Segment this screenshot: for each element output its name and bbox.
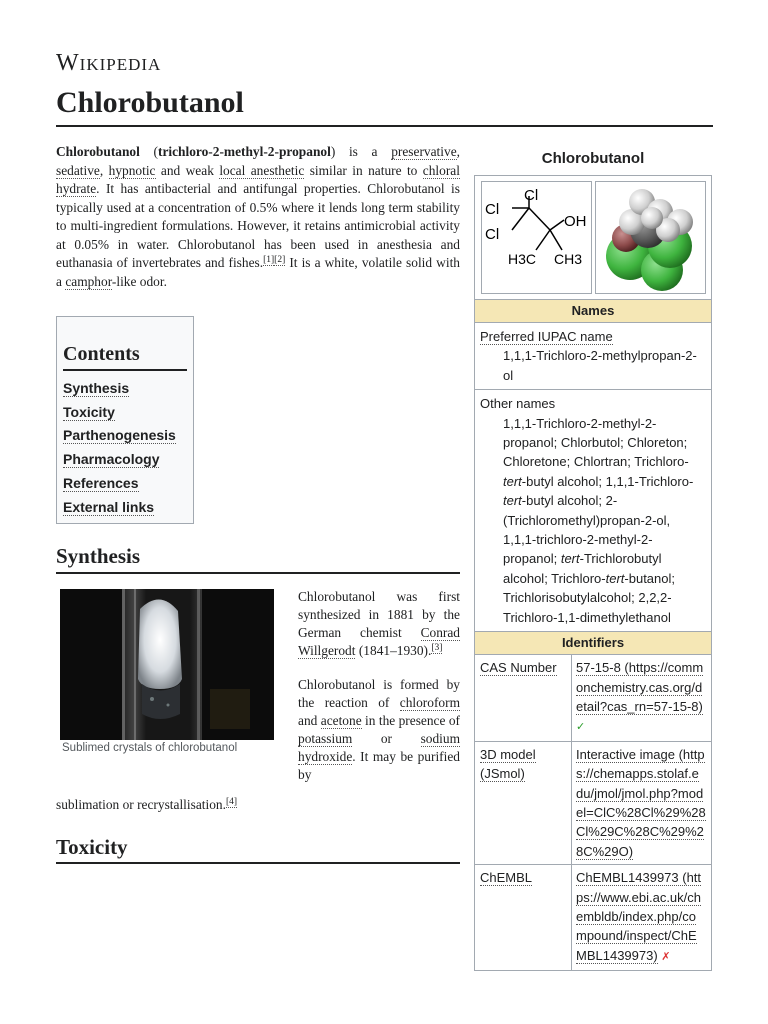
atom-label-h3c: H3C <box>508 251 537 267</box>
iupac-name-block <box>475 323 711 390</box>
other-names-run: -butyl alcohol; 1,1,1-Trichloro- <box>521 473 694 489</box>
chembl-label[interactable]: ChEMBL <box>480 870 533 886</box>
toc-divider <box>63 369 187 371</box>
section-divider <box>56 572 460 574</box>
space-filling-model <box>596 182 705 293</box>
toc-title: Contents <box>63 343 140 365</box>
photo-caption: Sublimed crystals of chlorobutanol <box>62 742 238 754</box>
skeletal-structure-image[interactable] <box>481 181 592 294</box>
table-of-contents <box>56 316 194 524</box>
ref-2[interactable]: [2] <box>274 254 286 265</box>
toc-item-parthenogenesis[interactable]: Parthenogenesis <box>63 427 176 444</box>
space-filling-model-image[interactable] <box>595 181 706 294</box>
link-potassium[interactable]: potassium <box>298 731 353 746</box>
cas-number-link[interactable]: 57-15-8 (https://commonchemistry.cas.org/detail?cas_rn=57-15-8) <box>576 660 704 714</box>
chembl-link[interactable]: ChEMBL1439973 (https://www.ebi.ac.uk/chembldb/index.php/compound/inspect/ChEMBL1439973) <box>576 870 702 963</box>
synthesis-text <box>298 588 460 784</box>
other-names-label: Other names <box>480 396 556 412</box>
link-chloral-hydrate[interactable]: chloral hydrate <box>56 162 460 196</box>
toc-item-references[interactable]: References <box>63 474 139 491</box>
synthesis-text-run: (1841–1930). <box>358 643 432 658</box>
lead-text: It is a white, volatile solid with a <box>56 255 460 289</box>
other-names-block <box>475 390 711 632</box>
link-sodium-hydroxide[interactable]: sodium hydroxide <box>298 731 460 764</box>
other-names-run: -butyl alcohol; 2-(Trichloromethyl)propan-2-ol, 1,1,1-trichloro-2-methyl-2-propanol; <box>503 493 671 567</box>
link-chloroform[interactable]: chloroform <box>399 695 460 710</box>
link-preservative[interactable]: preservative <box>391 144 457 159</box>
cas-number-label[interactable]: CAS Number <box>480 660 557 676</box>
other-names-run: -butanol; Trichlorisobutylalcohol; 2,2,2-Trichloro-1,1-dimethylethanol <box>503 570 675 625</box>
infobox-images <box>475 176 711 300</box>
synthesis-text-run: Chlorobutanol was first synthesized in 1881 by the German chemist <box>298 589 460 640</box>
infobox-title: Chlorobutanol <box>541 150 645 167</box>
other-names-value <box>480 414 706 627</box>
link-acetone[interactable]: acetone <box>320 713 362 728</box>
verified-check-icon: ✓ <box>576 721 586 734</box>
unverified-x-icon: ✗ <box>661 950 671 963</box>
infobox-section-identifiers: Identifiers <box>475 632 711 655</box>
atom-label-cl: Cl <box>485 201 500 218</box>
infobox-section-names: Names <box>475 300 711 323</box>
toc-item-pharmacology[interactable]: Pharmacology <box>63 451 160 468</box>
other-names-run: tert <box>503 473 522 489</box>
link-sedative[interactable]: sedative <box>56 162 100 178</box>
link-camphor[interactable]: camphor <box>65 273 112 289</box>
lead-name: Chlorobutanol <box>56 144 140 159</box>
synthesis-text-run: in the presence of <box>365 713 460 728</box>
lead-text: -like odor. <box>111 273 167 289</box>
section-heading-synthesis: Synthesis <box>56 544 141 568</box>
section-heading-toxicity: Toxicity <box>56 835 128 859</box>
wikipedia-logo[interactable] <box>56 50 161 77</box>
chembl-row <box>475 865 711 970</box>
skeletal-structure <box>482 182 591 293</box>
jsmol-link[interactable]: Interactive image (https://chemapps.stolaf.edu/jmol/jmol.php?model=ClC%28Cl%29%28Cl%29C%28C%29%28C%29O) <box>576 746 706 859</box>
infobox <box>474 175 712 971</box>
other-names-run: tert <box>560 551 580 567</box>
synthesis-text-run: . It may be purified by <box>298 749 460 782</box>
ref-4[interactable]: [4] <box>225 796 238 807</box>
iupac-name-label[interactable]: Preferred IUPAC name <box>480 329 613 344</box>
synthesis-text-run: or <box>380 731 393 746</box>
synthesis-paragraph-1 <box>298 588 460 660</box>
other-names-run: -Trichlorobutyl alcohol; Trichloro- <box>503 551 662 586</box>
link-conrad-willgerodt[interactable]: Conrad Willgerodt <box>298 625 460 658</box>
logo-text: Wikipedia <box>56 50 162 76</box>
synthesis-text-run: Chlorobutanol is formed by the reaction of <box>298 677 460 710</box>
ref-3[interactable]: [3] <box>431 642 443 653</box>
other-names-run: tert <box>605 570 625 586</box>
lead-systematic-name: trichloro-2-methyl-2-propanol <box>157 144 331 159</box>
lead-text: and weak <box>160 162 214 178</box>
link-local-anesthetic[interactable]: local anesthetic <box>219 162 305 178</box>
ref-1[interactable]: [1] <box>263 254 275 265</box>
iupac-name-value: 1,1,1-Trichloro-2-methylpropan-2-ol <box>503 348 697 383</box>
cas-number-row <box>475 655 711 742</box>
toc-item-external-links[interactable]: External links <box>63 498 155 515</box>
page-title: Chlorobutanol <box>56 86 244 119</box>
synthesis-tail <box>56 797 237 813</box>
title-divider <box>56 125 713 127</box>
other-names-run: 1,1,1-Trichloro-2-methyl-2-propanol; Chlorbutol; Chloreton; Chloretone; Chlortran; Trichloro- <box>503 415 689 470</box>
jsmol-row <box>475 742 711 865</box>
atom-label-oh: OH <box>564 213 587 230</box>
toc-item-synthesis[interactable]: Synthesis <box>63 380 130 396</box>
jsmol-label[interactable]: 3D model (JSmol) <box>480 746 536 782</box>
atom-label-cl: Cl <box>524 187 539 204</box>
lead-text: similar in nature to <box>309 162 418 178</box>
synthesis-text-run: and <box>298 713 318 728</box>
link-hypnotic[interactable]: hypnotic <box>108 162 156 178</box>
lead-paragraph: Chlorobutanol (trichloro-2-methyl-2-propanol) is a preservative, sedative, hypnotic and weak local anesthetic similar in nature to chloral hydrate. It has antibacterial and antifungal properties. Chlorobutanol is typically used at a concentration of 0.5% where it lends long term stability to multi-ingredient formulations. However, it retains antimicrobial activity at 0.05% in water. Chlorobutanol has been used in anesthesia and euthanasia of invertebrates and fishes.[1][2] It is a white, volatile solid with a camphor-like odor. <box>56 144 460 289</box>
atom-label-cl: Cl <box>485 226 500 243</box>
lead-text: . It has antibacterial and antifungal properties. Chlorobutanol is typically used at a concentration of 0.5% where it lends long term stability to multi-ingredient formulations. However, it retains antimicrobial activity at 0.05% in water. Chlorobutanol has been used in anesthesia and euthanasia of invertebrates and fishes. <box>56 181 460 270</box>
section-divider <box>56 862 460 864</box>
atom-label-ch3: CH3 <box>554 251 583 267</box>
synthesis-text-run: sublimation or recrystallisation. <box>56 797 226 812</box>
other-names-run: tert <box>503 493 522 509</box>
lead-text: is a <box>348 144 378 159</box>
crystals-image <box>60 589 274 740</box>
toc-item-toxicity[interactable]: Toxicity <box>63 403 115 420</box>
crystals-photo[interactable] <box>60 589 274 740</box>
synthesis-paragraph-2 <box>298 676 460 784</box>
